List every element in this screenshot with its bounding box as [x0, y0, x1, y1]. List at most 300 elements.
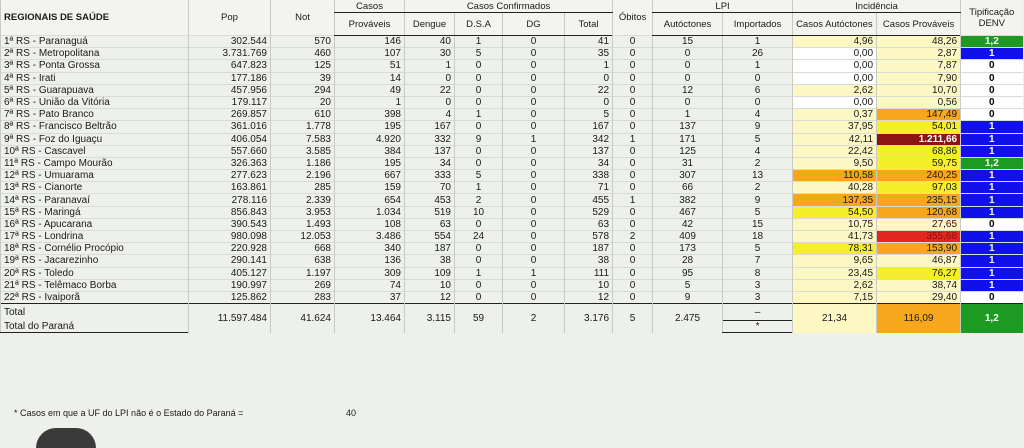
header-not: Not — [271, 0, 335, 36]
pop-cell: 278.116 — [189, 194, 271, 206]
importados-cell: 0 — [723, 96, 793, 108]
obitos-cell: 2 — [613, 231, 653, 243]
dg-cell: 0 — [503, 182, 565, 194]
table-row — [1, 48, 1023, 60]
total-cell: 63 — [565, 218, 613, 230]
obitos-cell: 0 — [613, 243, 653, 255]
not-cell: 1.493 — [271, 218, 335, 230]
obitos-cell: 1 — [613, 194, 653, 206]
autoctones-cell: 9 — [653, 291, 723, 303]
not-cell: 1.186 — [271, 157, 335, 169]
inc-provaveis-cell: 10,70 — [877, 84, 961, 96]
table-row — [1, 84, 1023, 96]
inc-provaveis-cell: 147,49 — [877, 109, 961, 121]
pop-cell: 177.186 — [189, 72, 271, 84]
provaveis-cell: 49 — [335, 84, 405, 96]
dengue-cell: 137 — [405, 145, 455, 157]
pop-cell: 457.956 — [189, 84, 271, 96]
dsa-cell: 0 — [455, 60, 503, 72]
inc-provaveis-cell: 68,86 — [877, 145, 961, 157]
total-cell: 41 — [565, 36, 613, 48]
total-autoctones: 2.475 — [653, 304, 723, 333]
table-row — [1, 243, 1023, 255]
provaveis-cell: 107 — [335, 48, 405, 60]
inc-autoctones-cell: 42,11 — [793, 133, 877, 145]
inc-autoctones-cell: 40,28 — [793, 182, 877, 194]
pop-cell: 406.054 — [189, 133, 271, 145]
total-cell: 167 — [565, 121, 613, 133]
inc-provaveis-cell: 0,56 — [877, 96, 961, 108]
importados-cell: 13 — [723, 170, 793, 182]
inc-autoctones-cell: 22,42 — [793, 145, 877, 157]
not-cell: 3.585 — [271, 145, 335, 157]
dengue-cell: 34 — [405, 157, 455, 169]
header-dengue: Dengue — [405, 13, 455, 36]
inc-autoctones-cell: 37,95 — [793, 121, 877, 133]
dengue-cell: 554 — [405, 231, 455, 243]
dengue-cell: 0 — [405, 72, 455, 84]
importados-cell: 5 — [723, 206, 793, 218]
not-cell: 39 — [271, 72, 335, 84]
total-cell: 5 — [565, 109, 613, 121]
dengue-cell: 10 — [405, 279, 455, 291]
provaveis-cell: 4.920 — [335, 133, 405, 145]
header-pop: Pop — [189, 0, 271, 36]
regional-name: 11ª RS - Campo Mourão — [1, 157, 189, 169]
autoctones-cell: 12 — [653, 84, 723, 96]
dg-cell: 0 — [503, 96, 565, 108]
not-cell: 460 — [271, 48, 335, 60]
dg-cell: 0 — [503, 36, 565, 48]
pop-cell: 647.823 — [189, 60, 271, 72]
inc-autoctones-cell: 9,65 — [793, 255, 877, 267]
not-cell: 20 — [271, 96, 335, 108]
obitos-cell: 0 — [613, 60, 653, 72]
tipificacao-cell: 1 — [961, 145, 1023, 157]
total-importados: – — [723, 304, 793, 321]
table-row — [1, 121, 1023, 133]
total-row — [1, 304, 1023, 321]
importados-cell: 9 — [723, 121, 793, 133]
dsa-cell: 0 — [455, 72, 503, 84]
importados-cell: 3 — [723, 279, 793, 291]
table-row — [1, 182, 1023, 194]
pop-cell: 163.861 — [189, 182, 271, 194]
dengue-cell: 4 — [405, 109, 455, 121]
dg-cell: 0 — [503, 48, 565, 60]
dsa-cell: 0 — [455, 255, 503, 267]
total-dg: 2 — [503, 304, 565, 333]
tipificacao-cell: 0 — [961, 291, 1023, 303]
header-casos-provaveis: Prováveis — [335, 13, 405, 36]
total-importados-note: * — [723, 321, 793, 333]
dengue-cell: 0 — [405, 96, 455, 108]
obitos-cell: 0 — [613, 109, 653, 121]
dengue-cell: 167 — [405, 121, 455, 133]
dg-cell: 0 — [503, 84, 565, 96]
not-cell: 125 — [271, 60, 335, 72]
footnote — [14, 408, 357, 418]
autoctones-cell: 31 — [653, 157, 723, 169]
obitos-cell: 0 — [613, 182, 653, 194]
dg-cell: 1 — [503, 267, 565, 279]
not-cell: 610 — [271, 109, 335, 121]
tipificacao-cell: 1 — [961, 231, 1023, 243]
importados-cell: 6 — [723, 84, 793, 96]
dsa-cell: 1 — [455, 182, 503, 194]
obitos-cell: 0 — [613, 170, 653, 182]
autoctones-cell: 66 — [653, 182, 723, 194]
dg-cell: 0 — [503, 218, 565, 230]
obitos-cell: 0 — [613, 157, 653, 169]
inc-provaveis-cell: 29,40 — [877, 291, 961, 303]
inc-autoctones-cell: 137,35 — [793, 194, 877, 206]
regional-name: 17ª RS - Londrina — [1, 231, 189, 243]
regional-name: 15ª RS - Maringá — [1, 206, 189, 218]
dengue-cell: 1 — [405, 60, 455, 72]
inc-provaveis-cell: 76,27 — [877, 267, 961, 279]
obitos-cell: 0 — [613, 48, 653, 60]
tipificacao-cell: 1 — [961, 170, 1023, 182]
regional-name: 2ª RS - Metropolitana — [1, 48, 189, 60]
not-cell: 638 — [271, 255, 335, 267]
not-cell: 12.053 — [271, 231, 335, 243]
regional-name: 16ª RS - Apucarana — [1, 218, 189, 230]
total-pop: 11.597.484 — [189, 304, 271, 333]
header-dsa: D.S.A — [455, 13, 503, 36]
inc-autoctones-cell: 2,62 — [793, 279, 877, 291]
importados-cell: 2 — [723, 157, 793, 169]
pop-cell: 3.731.769 — [189, 48, 271, 60]
provaveis-cell: 51 — [335, 60, 405, 72]
inc-provaveis-cell: 54,01 — [877, 121, 961, 133]
total-cell: 12 — [565, 291, 613, 303]
autoctones-cell: 0 — [653, 48, 723, 60]
inc-autoctones-cell: 2,62 — [793, 84, 877, 96]
pop-cell: 390.543 — [189, 218, 271, 230]
dengue-cell: 12 — [405, 291, 455, 303]
provaveis-cell: 136 — [335, 255, 405, 267]
dsa-cell: 0 — [455, 96, 503, 108]
inc-provaveis-cell: 59,75 — [877, 157, 961, 169]
inc-provaveis-cell: 7,87 — [877, 60, 961, 72]
importados-cell: 0 — [723, 72, 793, 84]
header-regional: REGIONAIS DE SAÚDE — [1, 0, 189, 36]
importados-cell: 7 — [723, 255, 793, 267]
not-cell: 285 — [271, 182, 335, 194]
table-row — [1, 267, 1023, 279]
inc-autoctones-cell: 0,00 — [793, 72, 877, 84]
regional-name: 14ª RS - Paranavaí — [1, 194, 189, 206]
regional-name: 13ª RS - Cianorte — [1, 182, 189, 194]
dg-cell: 0 — [503, 255, 565, 267]
total-cell: 578 — [565, 231, 613, 243]
total-provaveis: 13.464 — [335, 304, 405, 333]
table-row — [1, 218, 1023, 230]
inc-autoctones-cell: 0,00 — [793, 60, 877, 72]
header-obitos: Óbitos — [613, 0, 653, 36]
footnote-text: * Casos em que a UF do LPI não é o Estado do Paraná = — [14, 408, 244, 418]
total-cell: 22 — [565, 84, 613, 96]
tipificacao-cell: 1 — [961, 121, 1023, 133]
provaveis-cell: 398 — [335, 109, 405, 121]
pop-cell: 326.363 — [189, 157, 271, 169]
table-row — [1, 157, 1023, 169]
tipificacao-cell: 1 — [961, 182, 1023, 194]
total-total: 3.176 — [565, 304, 613, 333]
pop-cell: 856.843 — [189, 206, 271, 218]
regional-name: 10ª RS - Cascavel — [1, 145, 189, 157]
autoctones-cell: 0 — [653, 96, 723, 108]
tipificacao-cell: 1 — [961, 206, 1023, 218]
autoctones-cell: 28 — [653, 255, 723, 267]
inc-autoctones-cell: 110,58 — [793, 170, 877, 182]
inc-provaveis-cell: 97,03 — [877, 182, 961, 194]
inc-provaveis-cell: 7,90 — [877, 72, 961, 84]
total-cell: 0 — [565, 96, 613, 108]
pop-cell: 290.141 — [189, 255, 271, 267]
table-row — [1, 133, 1023, 145]
inc-provaveis-cell: 46,87 — [877, 255, 961, 267]
dengue-cell: 109 — [405, 267, 455, 279]
tipificacao-cell: 1 — [961, 133, 1023, 145]
total-parana-label: Total do Paraná — [1, 321, 189, 333]
tipificacao-cell: 1,2 — [961, 36, 1023, 48]
tipificacao-cell: 1 — [961, 194, 1023, 206]
table-row — [1, 109, 1023, 121]
tipificacao-cell: 0 — [961, 84, 1023, 96]
table-row — [1, 231, 1023, 243]
total-dengue: 3.115 — [405, 304, 455, 333]
dsa-cell: 0 — [455, 218, 503, 230]
dsa-cell: 9 — [455, 133, 503, 145]
table-row — [1, 96, 1023, 108]
total-cell: 137 — [565, 145, 613, 157]
pop-cell: 125.862 — [189, 291, 271, 303]
regional-name: 19ª RS - Jacarezinho — [1, 255, 189, 267]
obitos-cell: 0 — [613, 36, 653, 48]
tipificacao-cell: 0 — [961, 60, 1023, 72]
header-casos-confirmados: Casos Confirmados — [405, 0, 613, 13]
table-row — [1, 36, 1023, 48]
footnote-value: 40 — [346, 408, 357, 418]
provaveis-cell: 108 — [335, 218, 405, 230]
obitos-cell: 0 — [613, 121, 653, 133]
importados-cell: 3 — [723, 291, 793, 303]
tipificacao-cell: 0 — [961, 72, 1023, 84]
dg-cell: 0 — [503, 72, 565, 84]
total-cell: 529 — [565, 206, 613, 218]
obitos-cell: 0 — [613, 267, 653, 279]
inc-autoctones-cell: 78,31 — [793, 243, 877, 255]
regional-name: 21ª RS - Telêmaco Borba — [1, 279, 189, 291]
dg-cell: 1 — [503, 133, 565, 145]
pop-cell: 277.623 — [189, 170, 271, 182]
regional-name: 7ª RS - Pato Branco — [1, 109, 189, 121]
dg-cell: 0 — [503, 145, 565, 157]
not-cell: 1.778 — [271, 121, 335, 133]
table-row — [1, 72, 1023, 84]
dengue-cell: 453 — [405, 194, 455, 206]
regional-name: 3ª RS - Ponta Grossa — [1, 60, 189, 72]
provaveis-cell: 146 — [335, 36, 405, 48]
inc-provaveis-cell: 27,65 — [877, 218, 961, 230]
dsa-cell: 0 — [455, 279, 503, 291]
total-not: 41.624 — [271, 304, 335, 333]
tipificacao-cell: 1,2 — [961, 157, 1023, 169]
table-row — [1, 60, 1023, 72]
regional-name: 8ª RS - Francisco Beltrão — [1, 121, 189, 133]
not-cell: 269 — [271, 279, 335, 291]
provaveis-cell: 37 — [335, 291, 405, 303]
inc-autoctones-cell: 0,00 — [793, 48, 877, 60]
total-cell: 35 — [565, 48, 613, 60]
pop-cell: 405.127 — [189, 267, 271, 279]
dg-cell: 0 — [503, 121, 565, 133]
dsa-cell: 0 — [455, 121, 503, 133]
inc-autoctones-cell: 23,45 — [793, 267, 877, 279]
provaveis-cell: 14 — [335, 72, 405, 84]
tipificacao-cell: 0 — [961, 96, 1023, 108]
header-inc-autoctones: Casos Autóctones — [793, 13, 877, 36]
obitos-cell: 0 — [613, 206, 653, 218]
inc-autoctones-cell: 41,73 — [793, 231, 877, 243]
inc-provaveis-cell: 235,15 — [877, 194, 961, 206]
table-row — [1, 291, 1023, 303]
obitos-cell: 0 — [613, 145, 653, 157]
importados-cell: 4 — [723, 145, 793, 157]
importados-cell: 4 — [723, 109, 793, 121]
autoctones-cell: 307 — [653, 170, 723, 182]
total-obitos: 5 — [613, 304, 653, 333]
provaveis-cell: 340 — [335, 243, 405, 255]
autoctones-cell: 0 — [653, 60, 723, 72]
obitos-cell: 0 — [613, 218, 653, 230]
table-row — [1, 145, 1023, 157]
pop-cell: 269.857 — [189, 109, 271, 121]
inc-provaveis-cell: 153,90 — [877, 243, 961, 255]
not-cell: 3.953 — [271, 206, 335, 218]
autoctones-cell: 0 — [653, 72, 723, 84]
table-row — [1, 194, 1023, 206]
provaveis-cell: 195 — [335, 121, 405, 133]
header-dg: DG — [503, 13, 565, 36]
total-cell: 0 — [565, 72, 613, 84]
table-header — [1, 0, 1023, 36]
inc-provaveis-cell: 240,25 — [877, 170, 961, 182]
total-dsa: 59 — [455, 304, 503, 333]
obitos-cell: 0 — [613, 279, 653, 291]
dengue-cell: 22 — [405, 84, 455, 96]
regional-name: 5ª RS - Guarapuava — [1, 84, 189, 96]
table-row — [1, 255, 1023, 267]
dsa-cell: 0 — [455, 291, 503, 303]
dsa-cell: 0 — [455, 84, 503, 96]
dg-cell: 0 — [503, 206, 565, 218]
regional-name: 18ª RS - Cornélio Procópio — [1, 243, 189, 255]
tipificacao-cell: 1 — [961, 48, 1023, 60]
not-cell: 1.197 — [271, 267, 335, 279]
not-cell: 7.583 — [271, 133, 335, 145]
pop-cell: 980.098 — [189, 231, 271, 243]
total-cell: 71 — [565, 182, 613, 194]
inc-provaveis-cell: 355,68 — [877, 231, 961, 243]
dsa-cell: 10 — [455, 206, 503, 218]
not-cell: 2.196 — [271, 170, 335, 182]
importados-cell: 2 — [723, 182, 793, 194]
pop-cell: 220.928 — [189, 243, 271, 255]
provaveis-cell: 3.486 — [335, 231, 405, 243]
total-cell: 34 — [565, 157, 613, 169]
obitos-cell: 0 — [613, 96, 653, 108]
dg-cell: 0 — [503, 231, 565, 243]
importados-cell: 26 — [723, 48, 793, 60]
provaveis-cell: 309 — [335, 267, 405, 279]
dsa-cell: 1 — [455, 267, 503, 279]
obitos-cell: 0 — [613, 255, 653, 267]
dsa-cell: 5 — [455, 48, 503, 60]
provaveis-cell: 159 — [335, 182, 405, 194]
header-autoctones: Autóctones — [653, 13, 723, 36]
header-casos: Casos — [335, 0, 405, 13]
dsa-cell: 0 — [455, 157, 503, 169]
total-label: Total — [1, 304, 189, 321]
dengue-cell: 38 — [405, 255, 455, 267]
total-inc-provaveis: 116,09 — [877, 304, 961, 333]
dg-cell: 0 — [503, 60, 565, 72]
inc-autoctones-cell: 7,15 — [793, 291, 877, 303]
regional-name: 12ª RS - Umuarama — [1, 170, 189, 182]
total-cell: 38 — [565, 255, 613, 267]
provaveis-cell: 74 — [335, 279, 405, 291]
dengue-cell: 40 — [405, 36, 455, 48]
dsa-cell: 0 — [455, 243, 503, 255]
tipificacao-cell: 0 — [961, 218, 1023, 230]
regional-name: 4ª RS - Irati — [1, 72, 189, 84]
autoctones-cell: 95 — [653, 267, 723, 279]
obitos-cell: 1 — [613, 133, 653, 145]
autoctones-cell: 409 — [653, 231, 723, 243]
dsa-cell: 5 — [455, 170, 503, 182]
importados-cell: 5 — [723, 243, 793, 255]
pop-cell: 190.997 — [189, 279, 271, 291]
dark-shape — [36, 428, 96, 448]
regional-name: 9ª RS - Foz do Iguaçu — [1, 133, 189, 145]
autoctones-cell: 173 — [653, 243, 723, 255]
provaveis-cell: 1 — [335, 96, 405, 108]
not-cell: 668 — [271, 243, 335, 255]
dengue-cell: 187 — [405, 243, 455, 255]
pop-cell: 179.117 — [189, 96, 271, 108]
autoctones-cell: 15 — [653, 36, 723, 48]
inc-autoctones-cell: 0,37 — [793, 109, 877, 121]
tipificacao-cell: 1 — [961, 255, 1023, 267]
regional-name: 22ª RS - Ivaiporã — [1, 291, 189, 303]
autoctones-cell: 382 — [653, 194, 723, 206]
total-cell: 342 — [565, 133, 613, 145]
autoctones-cell: 171 — [653, 133, 723, 145]
tipificacao-cell: 1 — [961, 267, 1023, 279]
dengue-cell: 333 — [405, 170, 455, 182]
not-cell: 283 — [271, 291, 335, 303]
not-cell: 570 — [271, 36, 335, 48]
inc-provaveis-cell: 120,68 — [877, 206, 961, 218]
dsa-cell: 24 — [455, 231, 503, 243]
not-cell: 294 — [271, 84, 335, 96]
total-tipificacao: 1,2 — [961, 304, 1023, 333]
obitos-cell: 0 — [613, 72, 653, 84]
header-incidencia: Incidência — [793, 0, 961, 13]
